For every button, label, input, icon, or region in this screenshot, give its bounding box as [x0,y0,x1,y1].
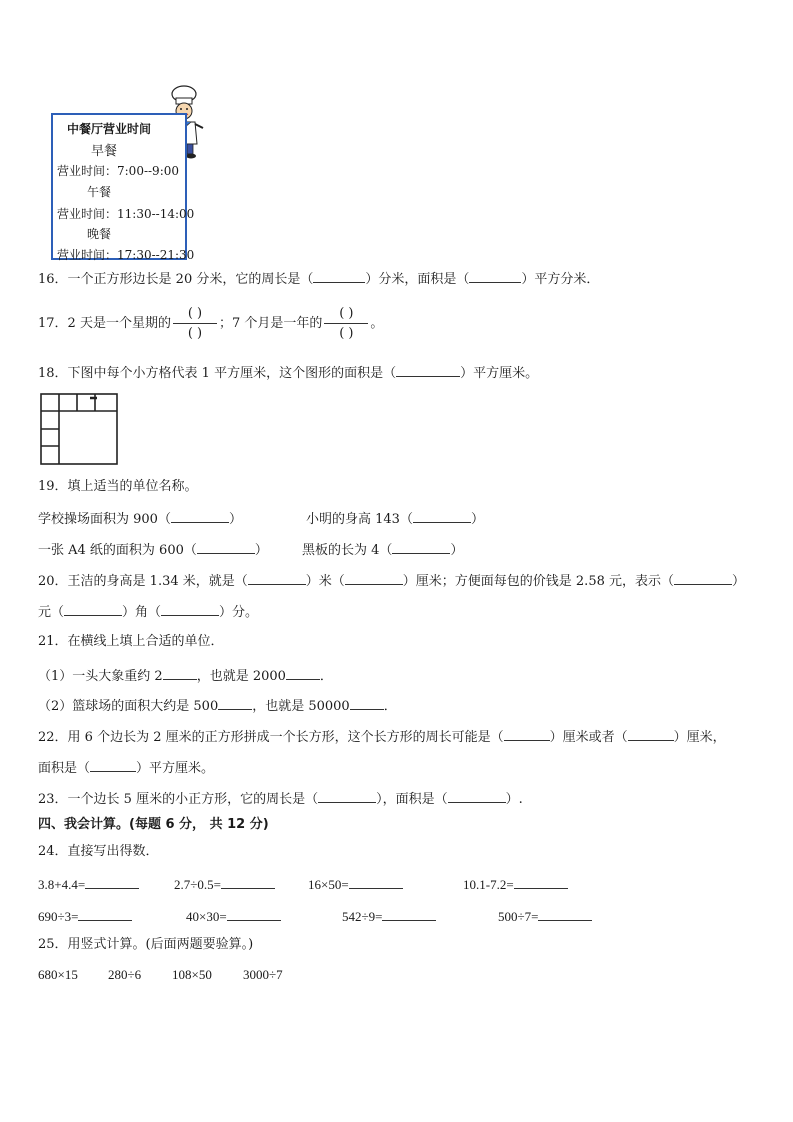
q20-blank-1[interactable] [248,570,306,585]
vertical-calc-1: 680×15 [38,967,78,982]
calc-item-2: 2.7÷0.5= [174,874,275,893]
question-22-line-2: 面积是（ ）平方厘米。 [38,757,214,779]
question-21-part-2: （2）篮球场的面积大约是 500 ，也就是 50000 ． [38,695,397,717]
question-20-line-2: 元（ ）角（ ）分。 [38,601,258,623]
calc-item-7: 542÷9= [342,906,436,925]
question-19-row-2a: 一张 A4 纸的面积为 600（ ） [38,539,268,561]
calc-answer-2[interactable] [221,874,275,889]
question-20-line-1: 20．王洁的身高是 1.34 米，就是（ ）米（ ）厘米；方便面每包的价钱是 2.58 元，表示（ ） [38,570,745,592]
question-19-row-1b: 小明的身高 143（ ） [306,508,484,530]
calc-answer-3[interactable] [349,874,403,889]
q17-text-c: 。 [370,316,384,331]
q21-blank-1[interactable] [163,665,197,680]
q16-text-c: ）平方分米． [521,272,600,287]
q19-blank-1[interactable] [171,508,229,523]
calc-item-5: 690÷3= [38,906,132,925]
q21-blank-2[interactable] [286,665,320,680]
schedule-title: 中餐厅营业时间 [67,122,152,136]
dinner-time: 营业时间：17:30--21:30 [57,248,195,262]
q23-blank-1[interactable] [318,788,376,803]
question-23: 23．一个边长 5 厘米的小正方形，它的周长是（ ），面积是（ ）. [38,788,523,810]
restaurant-schedule-box [51,113,195,262]
question-25-title: 25．用竖式计算。(后面两题要验算。) [38,937,254,952]
q20-blank-2[interactable] [345,570,403,585]
question-19-title: 19．填上适当的单位名称。 [38,479,198,494]
q16-text-b: ）分米，面积是（ [365,272,470,287]
calc-answer-6[interactable] [227,906,281,921]
q17-fraction-2[interactable]: $\frac{( )}{( )}$ [324,305,368,342]
calc-answer-4[interactable] [514,874,568,889]
question-24-title: 24．直接写出得数． [38,844,159,859]
calc-item-1: 3.8+4.4= [38,874,139,893]
calc-answer-5[interactable] [78,906,132,921]
breakfast-label: 早餐 [91,144,118,159]
section-4-heading: 四、我会计算。(每题 6 分， 共 12 分) [38,817,269,832]
calc-item-6: 40×30= [186,906,281,925]
calc-item-4: 10.1-7.2= [463,874,568,893]
q21-blank-3[interactable] [218,695,252,710]
q23-blank-2[interactable] [448,788,506,803]
q19-blank-2[interactable] [413,508,471,523]
question-19-row-1a: 学校操场面积为 900（ ） [38,508,242,530]
lunch-label: 午餐 [87,185,112,199]
grid-figure [40,393,120,467]
q20-blank-5[interactable] [161,601,219,616]
question-22-line-1: 22．用 6 个边长为 2 厘米的正方形拼成一个长方形，这个长方形的周长可能是（ ）厘米或者（ ）厘米， [38,726,726,748]
q17-text-b: ；7 个月是一年的 [218,316,323,331]
question-16 [38,268,599,290]
q21-blank-4[interactable] [350,695,384,710]
calc-answer-8[interactable] [538,906,592,921]
question-18 [38,362,538,384]
q22-blank-1[interactable] [504,726,550,741]
q22-blank-2[interactable] [628,726,674,741]
lunch-time: 营业时间：11:30--14:00 [57,207,195,221]
q17-fraction-1[interactable]: $\frac{( )}{( )}$ [173,305,217,342]
q20-blank-4[interactable] [64,601,122,616]
calc-answer-1[interactable] [85,874,139,889]
calc-answer-7[interactable] [382,906,436,921]
calc-item-8: 500÷7= [498,906,592,925]
breakfast-time: 营业时间：7:00--9:00 [57,164,180,178]
q18-text-b: ）平方厘米。 [460,366,539,381]
q22-blank-3[interactable] [90,757,136,772]
q19-blank-3[interactable] [197,539,255,554]
vertical-calc-2: 280÷6 [108,967,142,982]
vertical-calc-4: 3000÷7 [243,967,283,982]
q18-blank[interactable] [396,362,460,377]
calc-item-3: 16×50= [308,874,403,893]
q19-blank-4[interactable] [392,539,450,554]
q16-blank-1[interactable] [313,268,365,283]
question-19-row-2b: 黑板的长为 4（ ） [302,539,463,561]
q16-blank-2[interactable] [469,268,521,283]
q16-text-a: 16．一个正方形边长是 20 分米，它的周长是（ [38,272,314,287]
question-21-title: 21．在横线上填上合适的单位． [38,634,224,649]
dinner-label: 晚餐 [87,227,112,241]
q20-blank-3[interactable] [674,570,732,585]
q18-text-a: 18．下图中每个小方格代表 1 平方厘米，这个图形的面积是（ [38,366,397,381]
question-17 [38,302,383,346]
q17-text-a: 17．2 天是一个星期的 [38,316,171,331]
vertical-calc-3: 108×50 [172,967,212,982]
question-21-part-1: （1）一头大象重约 2 ，也就是 2000 ． [38,665,333,687]
